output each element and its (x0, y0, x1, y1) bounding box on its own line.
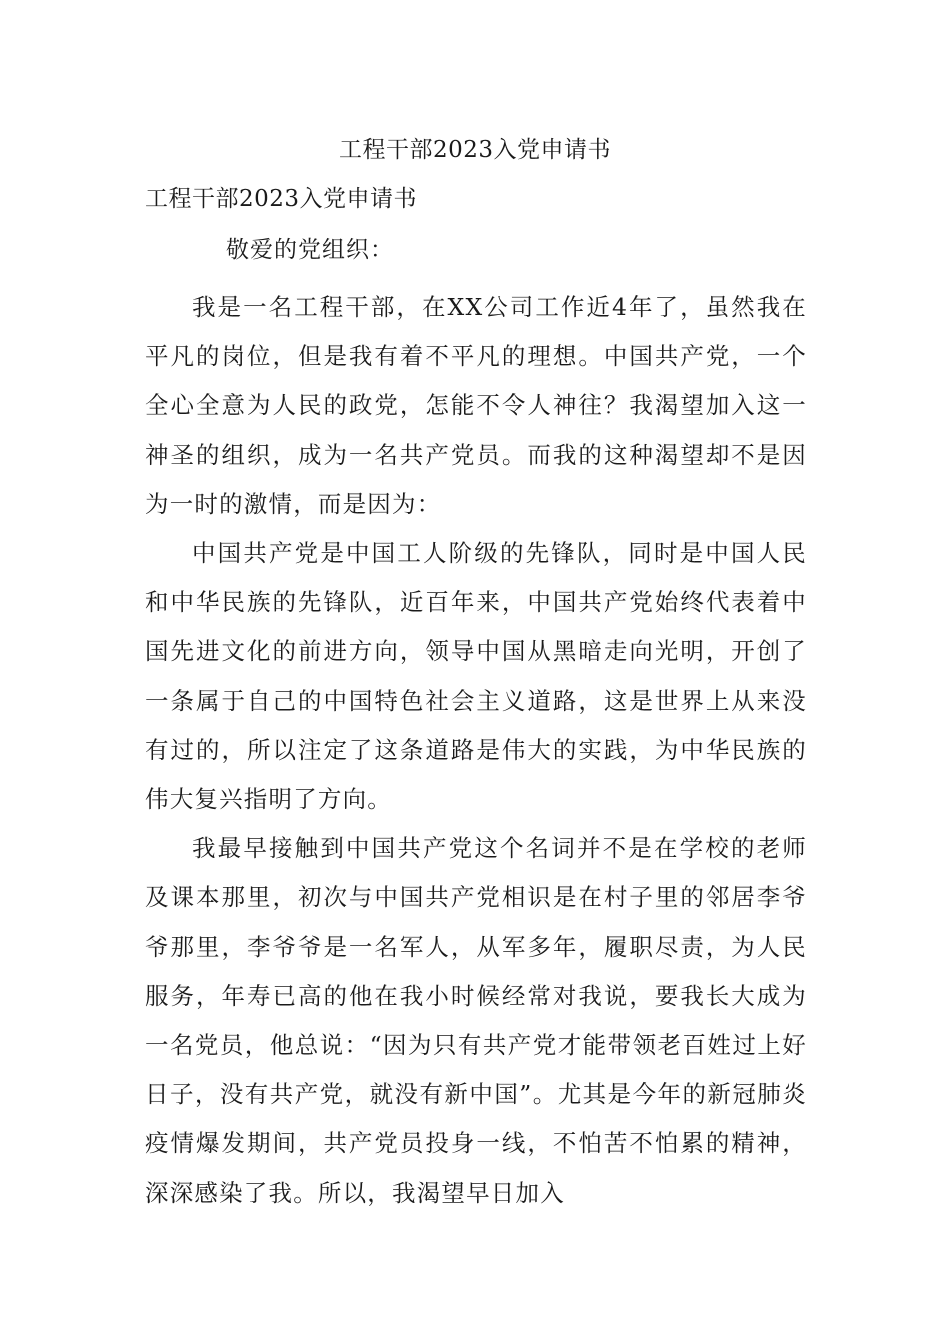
paragraph: 中国共产党是中国工人阶级的先锋队，同时是中国人民和中华民族的先锋队，近百年来，中国共产党始终代表着中国先进文化的前进方向，领导中国从黑暗走向光明，开创了一条属于自己的中国特色社会主义道路，这是世界上从来没有过的，所以注定了这条道路是伟大的实践，为中华民族的伟大复兴指明了方向。 (145, 539, 807, 814)
salutation: 敬爱的党组织： (226, 237, 394, 263)
paragraph: 我最早接触到中国共产党这个名词并不是在学校的老师及课本那里，初次与中国共产党相识是在村子里的邻居李爷爷那里，李爷爷是一名军人，从军多年，履职尽责，为人民服务，年寿已高的他在我小时候经常对我说，要我长大成为一名党员，他总说：“因为只有共产党才能带领老百姓过上好日子，没有共产党，就没有新中国”。尤其是今年的新冠肺炎疫情爆发期间，共产党员投身一线，不怕苦不怕累的精神，深深感染了我。所以，我渴望早日加入 (145, 834, 807, 1207)
document-subtitle: 工程干部2023入党申请书 (145, 186, 418, 212)
paragraph: 我是一名工程干部，在XX公司工作近4年了，虽然我在平凡的岗位，但是我有着不平凡的理想。中国共产党，一个全心全意为人民的政党，怎能不令人神往？我渴望加入这一神圣的组织，成为一名共产党员。而我的这种渴望却不是因为一时的激情，而是因为： (145, 293, 807, 518)
document-body (145, 283, 807, 1218)
document-title: 工程干部2023入党申请书 (338, 137, 612, 163)
